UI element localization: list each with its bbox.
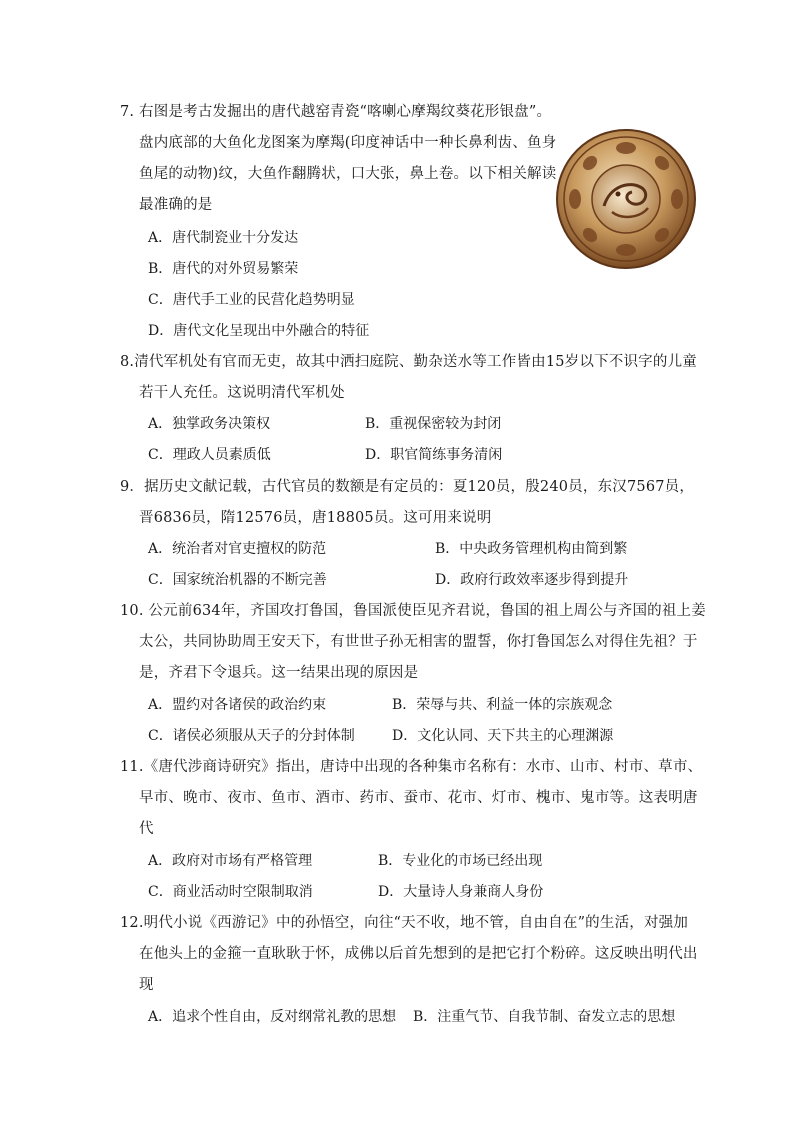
- q11-line-3: 代: [139, 821, 154, 837]
- q10-line-3: 是，齐君下令退兵。这一结果出现的原因是: [139, 665, 419, 681]
- q9-line-1: 9．据历史文献记载，古代官员的数额是有定员的：夏120员，殷240员，东汉7567员，: [120, 479, 695, 495]
- q10-line-2: 太公，共同协助周王安天下，有世世子孙无相害的盟誓，你打鲁国怎么对得住先祖？于: [139, 634, 698, 650]
- q12-line-1: 12.明代小说《西游记》中的孙悟空，向往“天不收，地不管，自由自在”的生活，对强加: [120, 915, 689, 931]
- q7-option-d: D．唐代文化呈现出中外融合的特征: [148, 323, 370, 339]
- q8-option-c: C．理政人员素质低: [148, 447, 271, 463]
- q10-option-d: D．文化认同、天下共主的心理渊源: [392, 728, 614, 744]
- q7-line-2: 盘内底部的大鱼化龙图案为摩羯(印度神话中一种长鼻利齿、鱼身: [139, 135, 557, 151]
- q8-option-d: D．职官简练事务清闲: [365, 447, 503, 463]
- q10-line-1: 10. 公元前634年，齐国攻打鲁国，鲁国派使臣见齐君说，鲁国的祖上周公与齐国的祖上姜: [120, 603, 706, 619]
- q8-line-1: 8.清代军机处有官而无吏，故其中洒扫庭院、勤杂送水等工作皆由15岁以下不识字的儿童: [120, 354, 697, 370]
- q7-line-4: 最准确的是: [139, 197, 213, 213]
- q11-option-b: B．专业化的市场已经出现: [378, 853, 543, 869]
- q8-line-2: 若干人充任。这说明清代军机处: [139, 385, 345, 401]
- q9-line-2: 晋6836员，隋12576员，唐18805员。这可用来说明: [139, 510, 492, 526]
- q11-option-a: A．政府对市场有严格管理: [148, 853, 313, 869]
- q8-option-a: A．独掌政务决策权: [148, 416, 271, 432]
- q9-option-c: C．国家统治机器的不断完善: [148, 572, 327, 588]
- q10-option-a: A．盟约对各诸侯的政治约束: [148, 697, 327, 713]
- q10-option-b: B．荣辱与共、利益一体的宗族观念: [392, 697, 613, 713]
- q11-option-d: D．大量诗人身兼商人身份: [378, 884, 544, 900]
- q7-option-c: C．唐代手工业的民营化趋势明显: [148, 292, 355, 308]
- q11-option-c: C．商业活动时空限制取消: [148, 884, 313, 900]
- q7-line-1: 7. 右图是考古发掘出的唐代越窑青瓷“喀喇心摩羯纹葵花形银盘”。: [120, 104, 552, 120]
- q12-line-2: 在他头上的金箍一直耿耿于怀，成佛以后首先想到的是把它打个粉碎。这反映出明代出: [139, 946, 698, 962]
- q12-line-3: 现: [139, 977, 154, 993]
- q11-line-1: 11.《唐代涉商诗研究》指出，唐诗中出现的各种集市名称有：水市、山市、村市、草市、: [120, 759, 703, 775]
- q12-option-b: B．注重气节、自我节制、奋发立志的思想: [413, 1009, 676, 1025]
- q8-option-b: B．重视保密较为封闭: [365, 416, 502, 432]
- q7-option-b: B．唐代的对外贸易繁荣: [148, 261, 299, 277]
- q9-option-b: B．中央政务管理机构由简到繁: [435, 541, 628, 557]
- q12-option-a: A．追求个性自由，反对纲常礼教的思想: [148, 1009, 397, 1025]
- q10-option-c: C．诸侯必须服从天子的分封体制: [148, 728, 355, 744]
- q11-line-2: 早市、晚市、夜市、鱼市、酒市、药市、蚕市、花市、灯市、槐市、鬼市等。这表明唐: [139, 790, 698, 806]
- q9-option-a: A．统治者对官吏擅权的防范: [148, 541, 327, 557]
- q7-line-3: 鱼尾的动物)纹，大鱼作翻腾状，口大张，鼻上卷。以下相关解读: [139, 166, 557, 182]
- q9-option-d: D．政府行政效率逐步得到提升: [435, 572, 629, 588]
- q7-option-a: A．唐代制瓷业十分发达: [148, 230, 299, 246]
- silver-plate-photo: [552, 128, 700, 270]
